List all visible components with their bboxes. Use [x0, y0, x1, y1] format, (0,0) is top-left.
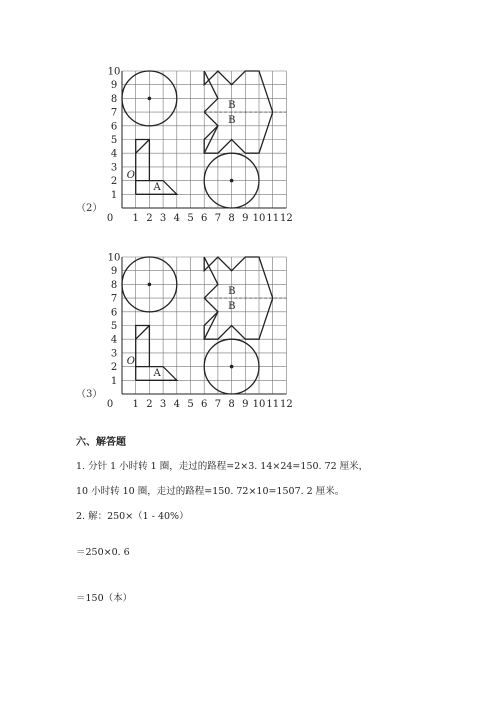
answer-line-1: 1. 分针 1 小时转 1 圈，走过的路程=2×3. 14×24=150. 72 厘米，: [76, 461, 369, 472]
y-tick-label: 5: [110, 321, 118, 332]
y-tick-label: 9: [110, 80, 118, 92]
x-tick-label: 5: [187, 399, 194, 410]
section-title: 六、解答题: [76, 437, 126, 448]
shape-bar-diagonal: [136, 326, 150, 340]
x-tick-label: 3: [159, 213, 167, 224]
y-tick-label: 2: [110, 362, 118, 374]
x-tick-label: 6: [201, 399, 208, 410]
x-tick-label: 11: [266, 213, 280, 224]
circle-center-dot: [148, 97, 152, 101]
grid-figure-3: [0, 244, 500, 414]
x-tick-label: 10: [252, 213, 266, 224]
x-tick-label: 10: [252, 399, 266, 410]
x-tick-label: 0: [106, 399, 114, 410]
x-tick-label: 1: [132, 399, 139, 410]
x-tick-label: 8: [228, 213, 235, 224]
y-tick-label: 8: [110, 93, 118, 105]
x-tick-label: 9: [242, 399, 249, 410]
x-tick-label: 5: [187, 213, 194, 224]
shape-bar-diagonal: [136, 140, 150, 154]
x-tick-label: 8: [228, 399, 235, 410]
answer-line-3: 2. 解：250×（1 - 40%）: [76, 511, 189, 522]
shape-label-b-upper: B: [228, 99, 236, 111]
shape-label-b-lower: B: [228, 301, 236, 313]
x-tick-label: 12: [280, 399, 293, 410]
y-tick-label: 9: [110, 266, 118, 278]
answer-line-4: ＝250×0. 6: [76, 547, 130, 558]
x-tick-label: 7: [214, 213, 222, 224]
y-tick-label: 6: [110, 307, 118, 319]
answer-line-2: 10 小时转 10 圈，走过的路程=150. 72×10=1507. 2 厘米。: [76, 486, 345, 497]
x-tick-label: 2: [146, 213, 153, 224]
shape-label-b-upper: B: [228, 285, 236, 297]
y-tick-label: 2: [110, 176, 118, 188]
grid-figure-2-drawing: [0, 58, 500, 228]
y-tick-label: 10: [107, 252, 121, 264]
x-tick-label: 1: [132, 213, 139, 224]
y-tick-label: 10: [107, 66, 121, 78]
x-tick-label: 6: [201, 213, 208, 224]
point-label-o: O: [126, 355, 135, 367]
grid-figure-2: [0, 58, 500, 228]
y-tick-label: 3: [110, 162, 118, 174]
y-tick-label: 3: [110, 348, 118, 360]
x-tick-label: 4: [173, 399, 180, 410]
y-tick-label: 6: [110, 121, 118, 133]
grid-figure-3-drawing: [0, 244, 500, 414]
point-label-o: O: [126, 169, 135, 181]
figure-label: （3）: [76, 389, 103, 400]
y-tick-label: 1: [110, 375, 118, 387]
circle-center-dot: [230, 179, 234, 183]
x-tick-label: 11: [266, 399, 280, 410]
x-tick-label: 9: [242, 213, 249, 224]
y-tick-label: 1: [110, 189, 118, 201]
answer-line-5: ＝150（本）: [76, 593, 133, 604]
circle-center-dot: [148, 283, 152, 287]
shape-label-a: A: [153, 368, 161, 380]
y-tick-label: 7: [110, 293, 118, 305]
figure-label: （2）: [76, 203, 103, 214]
y-tick-label: 8: [110, 279, 118, 291]
y-tick-label: 5: [110, 135, 118, 146]
circle-center-dot: [230, 365, 234, 369]
x-tick-label: 0: [106, 213, 114, 224]
x-tick-label: 2: [146, 399, 153, 410]
shape-label-a: A: [153, 182, 161, 194]
x-tick-label: 7: [214, 399, 222, 410]
x-tick-label: 4: [173, 213, 180, 224]
shape-label-b-lower: B: [228, 115, 236, 127]
y-tick-label: 4: [110, 148, 118, 160]
x-tick-label: 3: [159, 399, 167, 410]
y-tick-label: 7: [110, 107, 118, 119]
y-tick-label: 4: [110, 334, 118, 346]
x-tick-label: 12: [280, 213, 293, 224]
